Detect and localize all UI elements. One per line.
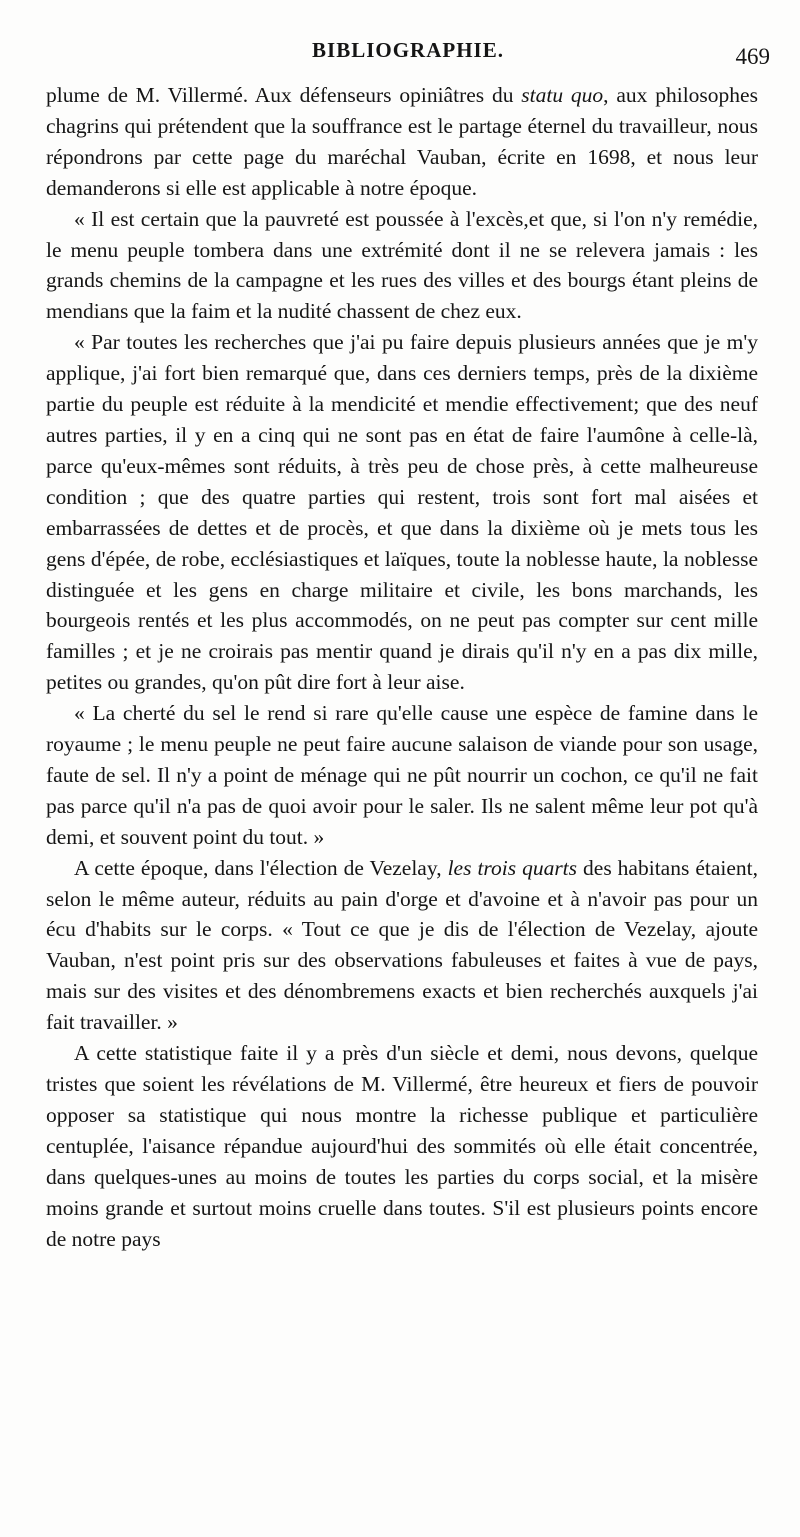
paragraph-1-text-c: , aux philosophes chagrins qui prétendent que la souffrance est le partage éternel du travailleur, nous répondrons par cette page du maréchal Vauban, écrite en 1698, et nous leur demanderons si elle est applicable à notre époque. bbox=[46, 83, 758, 200]
italic-statu-quo: statu quo bbox=[521, 83, 604, 107]
page-header bbox=[46, 38, 770, 72]
paragraph-5-text-a: A cette époque, dans l'élection de Vezelay, bbox=[74, 855, 448, 880]
paragraph-4: « La cherté du sel le rend si rare qu'elle cause une espèce de famine dans le royaume ; le menu peuple ne peut faire aucune salaison de viande pour son usage, faute de sel. Il n'y a point de ménage qui ne pût nourrir un cochon, ce qu'il ne fait pas parce qu'il n'a pas de quoi avoir pour le saler. Ils ne salent même leur pot qu'à demi, et souvent point du tout. » bbox=[46, 701, 758, 849]
paragraph-1 bbox=[46, 80, 758, 204]
paragraph-6: A cette statistique faite il y a près d'un siècle et demi, nous devons, quelque tristes que soient les révélations de M. Villermé, être heureux et fiers de pouvoir opposer sa statistique qui nous montre la richesse publique et particulière centuplée, l'aisance répandue aujourd'hui des sommités où elle était concentrée, dans quelques-unes au moins de toutes les parties du corps social, et la misère moins grande et surtout moins cruelle dans toutes. S'il est plusieurs points encore de notre pays bbox=[46, 1041, 758, 1251]
paragraph-1-text-a: plume de M. Villermé. Aux défenseurs opiniâtres du bbox=[46, 83, 522, 107]
paragraph-5 bbox=[46, 853, 758, 1038]
italic-les-trois-quarts: les trois quarts bbox=[447, 855, 578, 880]
paragraph-3: « Par toutes les recherches que j'ai pu faire depuis plusieurs années que je m'y applique, j'ai fort bien remarqué que, dans ces derniers temps, près de la dixième partie du peuple est réduite à la mendicité et mendie effectivement; que des neuf autres parties, il y en a cinq qui ne sont pas en état de faire l'aumône à celle-là, parce qu'eux-mêmes sont réduits, à très peu de chose près, à cette malheureuse condition ; que des quatre parties qui restent, trois sont fort mal aisées et embarrassées de dettes et de procès, et que dans la dixième où je mets tous les gens d'épée, de robe, ecclésiastiques et laïques, toute la noblesse haute, la noblesse distinguée et les gens en charge militaire et civile, les bons marchands, les bourgeois rentés et les plus accommodés, on ne peut pas compter sur cent mille familles ; et je ne croirais pas mentir quand je dirais qu'il n'y en a pas dix mille, petites ou grandes, qu'on pût dire fort à leur aise. bbox=[46, 330, 758, 695]
page-number: 469 bbox=[735, 44, 770, 69]
running-head: BIBLIOGRAPHIE. bbox=[312, 38, 504, 62]
body-text bbox=[46, 80, 758, 1254]
paragraph-5-text-c: des habitans étaient, selon le même auteur, réduits au pain d'orge et d'avoine et à n'avoir pas pour un écu d'habits sur le corps. « Tout ce que je dis de l'élection de Vezelay, ajoute Vauban, n'est point pris sur des observations fabuleuses et faites à vue de pays, mais sur des visites et des dénombremens exacts et bien recherchés auxquels j'ai fait travailler. » bbox=[46, 855, 758, 1035]
paragraph-2: « Il est certain que la pauvreté est poussée à l'excès,et que, si l'on n'y remédie, le menu peuple tombera dans une extrémité dont il ne se relevera jamais : les grands chemins de la campagne et les rues des villes et des bourgs étant pleins de mendians que la faim et la nudité chassent de chez eux. bbox=[46, 206, 758, 324]
